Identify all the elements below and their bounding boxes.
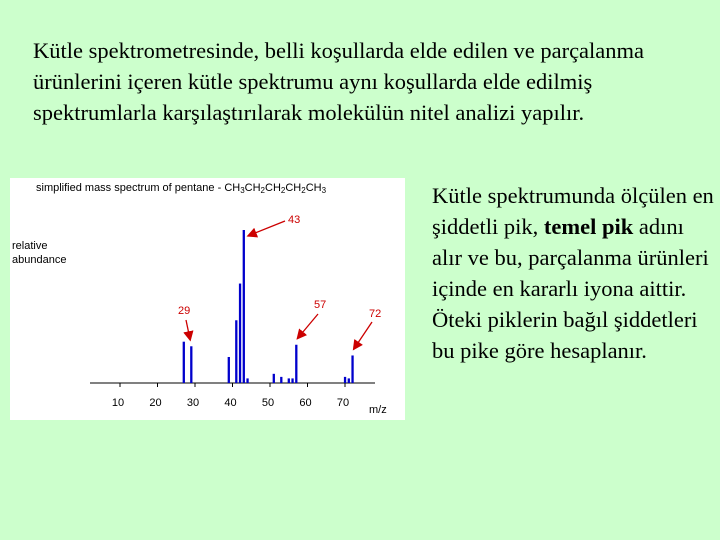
spectrum-peak-mz-39 (228, 357, 230, 383)
side-text-after: adını alır ve bu, parçalanma ürünleri içinde en kararlı iyona aittir. Öteki piklerin bağıl şiddetleri bu pike göre hesaplanır. (432, 214, 709, 363)
spectrum-peak-mz-57 (295, 345, 297, 383)
x-tick-label: 10 (111, 397, 125, 409)
peak-annotation-43: 43 (288, 214, 301, 226)
spectrum-peak-mz-53 (280, 377, 282, 383)
mass-spectrum-svg (10, 178, 405, 420)
spectrum-peak-mz-44 (246, 378, 248, 383)
x-tick-label: 50 (261, 397, 275, 409)
side-text-bold-term: temel pik (543, 214, 634, 239)
spectrum-peak-mz-41 (235, 320, 237, 383)
spectrum-peak-mz-27 (183, 342, 185, 383)
mass-spectrum-chart (10, 178, 405, 420)
y-axis-label: abundance (12, 254, 67, 266)
spectrum-peak-mz-55 (288, 378, 290, 383)
y-axis-label: relative (12, 240, 48, 252)
spectrum-peak-mz-70 (344, 377, 346, 383)
x-tick-label: 30 (186, 397, 200, 409)
base-peak-explanation (432, 180, 717, 366)
peak-annotation-57: 57 (314, 299, 327, 311)
x-axis-label: m/z (369, 404, 387, 416)
annotation-arrow-72 (354, 322, 373, 349)
spectrum-peak-mz-29 (190, 346, 192, 383)
x-tick-label: 20 (149, 397, 162, 409)
x-tick-label: 40 (224, 397, 237, 409)
x-tick-label: 70 (336, 397, 350, 409)
annotation-arrow-57 (297, 314, 318, 339)
peak-annotation-72: 72 (369, 308, 382, 320)
annotation-arrow-43 (248, 221, 285, 236)
spectrum-peak-mz-51 (273, 374, 275, 383)
intro-paragraph: Kütle spektrometresinde, belli koşullarda elde edilen ve parçalanma ürünlerini içeren kütle spektrumu aynı koşullarda elde edilmiş spektrumlarla karşılaştırılarak molekülün nitel analizi yapılır. (33, 38, 645, 125)
chart-title: simplified mass spectrum of pentane - CH3CH2CH2CH2CH3 (36, 182, 327, 195)
spectrum-peak-mz-42 (239, 284, 241, 383)
spectrum-peak-mz-71 (348, 378, 350, 383)
spectrum-peak-mz-43 (243, 230, 245, 383)
spectrum-peak-mz-56 (291, 378, 293, 383)
annotation-arrow-29 (186, 320, 190, 340)
peak-annotation-29: 29 (178, 305, 191, 317)
spectrum-peak-mz-72 (351, 355, 353, 383)
side-text-before: Kütle spektrumunda ölçülen en şiddetli pik, (432, 183, 714, 239)
x-tick-label: 60 (299, 397, 312, 409)
